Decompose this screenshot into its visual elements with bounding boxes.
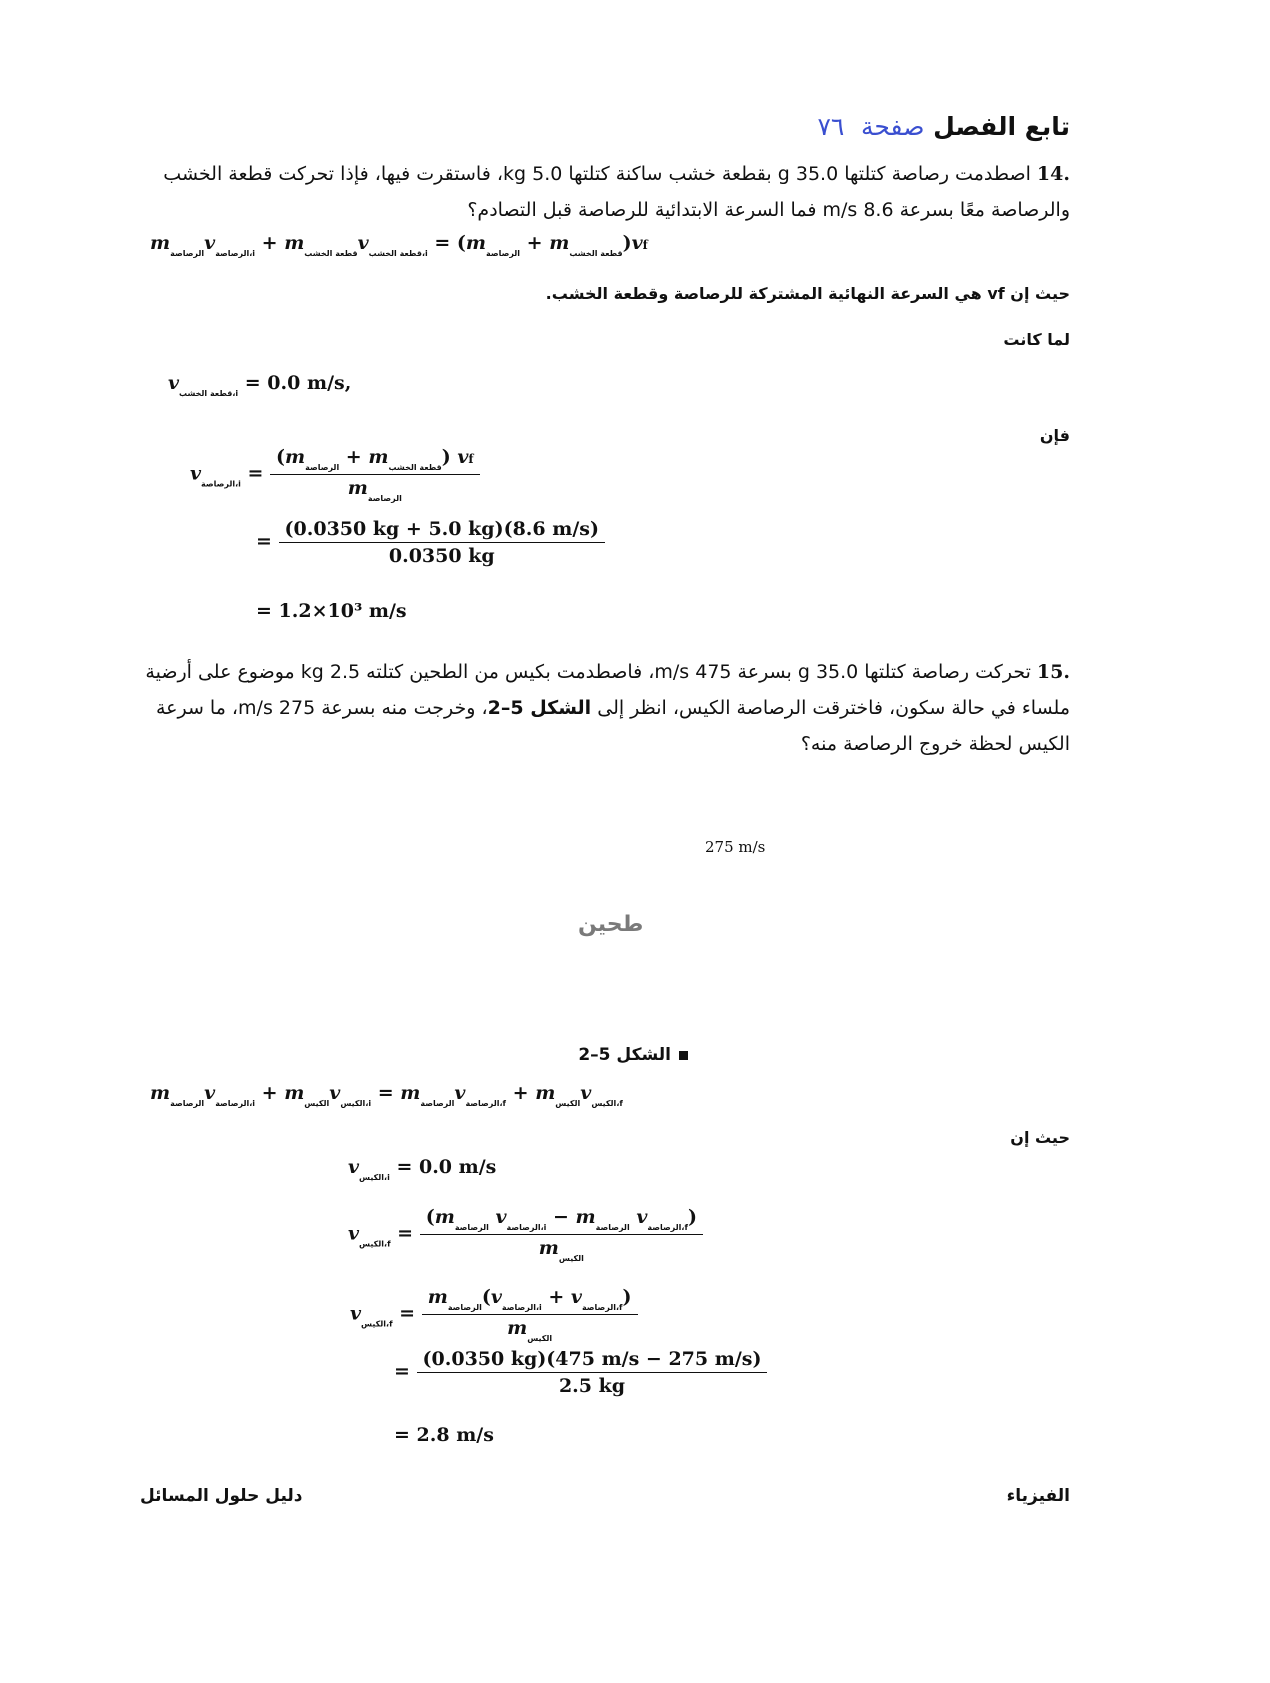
q14-then-label: فإن [1039, 426, 1070, 445]
sub-bullet: الرصاصة [595, 1223, 630, 1232]
q15-step2: $v_{الكيس،f}$ = $\frac{m_{الرصاصة}(v_{الرصاصة،i} + v_{الرصاصة،f})}{m_{الكيس}}$ [350, 1286, 638, 1343]
q14-initial-wood-velocity: $v_{قطعة الخشب،i} = 0.0$ m/s, [168, 372, 352, 398]
initial-bag-value: = 0.0 m/s [396, 1156, 497, 1178]
sub-bag-f: الكيس،f [359, 1239, 391, 1249]
footer-subject: الفيزياء [1006, 1486, 1070, 1506]
sub-bullet-f: الرصاصة،f [647, 1223, 688, 1232]
sub-wood: قطعة الخشب [304, 249, 358, 258]
sub-bullet-f: الرصاصة،f [465, 1099, 507, 1108]
q14-equation-momentum: $m_{الرصاصة}v_{الرصاصة،i} + m_{قطعة الخشب}v_{قطعة الخشب،i} = (m_{الرصاصة} + m_{قطعة الخشب})vf$ [150, 232, 648, 258]
sub-bullet-i: الرصاصة،i [506, 1223, 547, 1232]
sub-bag-f: الكيس،f [591, 1099, 623, 1108]
sub-bag-f: الكيس،f [361, 1319, 393, 1329]
sub-bullet-i: الرصاصة،i [501, 1303, 542, 1312]
q14-step1: $v_{الرصاصة،i}$ = $\frac{(m_{الرصاصة} + m_{قطعة الخشب}) vf}{m_{الرصاصة}}$ [190, 446, 480, 503]
sub-bullet: الرصاصة [367, 494, 402, 503]
sub-wood: قطعة الخشب [388, 463, 442, 472]
header-title: تابع الفصل [933, 112, 1070, 141]
sub-bullet: الرصاصة [170, 249, 205, 258]
question-15 [110, 654, 1070, 762]
sub-bag: الكيس [555, 1099, 581, 1108]
q14-where-text: حيث إن vf هي السرعة النهائية المشتركة للرصاصة وقطعة الخشب. [545, 284, 1070, 303]
sub-bullet: الرصاصة [305, 463, 340, 472]
q14-step2-numerator: (0.0350 kg + 5.0 kg)(8.6 m/s) [279, 518, 605, 543]
sub-bag-i: الكيس،i [340, 1099, 372, 1108]
q15-initial-bag-velocity: $v_{الكيس،i} = 0.0$ m/s [348, 1156, 497, 1182]
q14-step2: = $\frac{(0.0350 kg + 5.0 kg)(8.6 m/s)}{0.0350 kg}$ [256, 518, 605, 567]
q15-equation-momentum: $m_{الرصاصة}v_{الرصاصة،i} + m_{الكيس}v_{الكيس،i} = m_{الرصاصة}v_{الرصاصة،f} + m_{الكيس}v_{الكيس،f}$ [150, 1082, 623, 1108]
q14-step2-fraction [279, 518, 605, 567]
figure-caption-text: الشكل 5–2 [578, 1045, 671, 1065]
sub-bullet: الرصاصة [486, 249, 521, 258]
q15-step3-fraction [417, 1348, 768, 1397]
q15-step2-fraction: $\frac{m_{الرصاصة}(v_{الرصاصة،i} + v_{الرصاصة،f})}{m_{الكيس}}$ [422, 1286, 638, 1343]
q15-step3-denominator: 2.5 kg [558, 1375, 626, 1397]
question-15-number: .15 [1036, 661, 1070, 683]
header-page-number: ٧٦ [817, 112, 845, 141]
sub-bullet: الرصاصة [420, 1099, 455, 1108]
figure-caption [578, 1045, 688, 1065]
question-15-text-before: تحركت رصاصة كتلتها 35.0 g بسرعة 475 m/s، فاصطدمت بكيس من الطحين كتلته 2.5 kg موضوع على أرضية ملساء في حالة سكون، فاخترقت الرصاصة الكيس، انظر إلى [145, 661, 1070, 719]
sub-bullet: الرصاصة [454, 1223, 489, 1232]
initial-wood-value: = 0.0 m/s, [244, 372, 352, 394]
q14-step2-denominator: 0.0350 kg [388, 545, 495, 567]
q15-step3-numerator: (0.0350 kg)(475 m/s − 275 m/s) [417, 1348, 768, 1373]
q15-step1-fraction: $\frac{(m_{الرصاصة} v_{الرصاصة،i} - m_{الرصاصة} v_{الرصاصة،f})}{m_{الكيس}}$ [420, 1206, 703, 1263]
sub-wood-i: قطعة الخشب،i [179, 389, 239, 398]
sub-bullet-i: الرصاصة،i [215, 1099, 256, 1108]
figure-bag-label: طحين [578, 912, 644, 937]
sub-bullet: الرصاصة [447, 1303, 482, 1312]
question-15-text-after: ، وخرجت منه بسرعة 275 m/s، ما سرعة الكيس لحظة خروج الرصاصة منه؟ [155, 697, 1070, 755]
question-15-figure-ref: الشكل 5–2 [487, 697, 592, 719]
q14-result: = 1.2×10³ m/s [256, 600, 407, 622]
sub-bag: الكيس [304, 1099, 330, 1108]
sub-bag: الكيس [558, 1254, 584, 1263]
q15-step1: $v_{الكيس،f}$ = $\frac{(m_{الرصاصة} v_{الرصاصة،i} - m_{الرصاصة} v_{الرصاصة،f})}{m_{الكيس}}$ [348, 1206, 703, 1263]
sub-bag: الكيس [527, 1334, 553, 1343]
header-page-word: صفحة [861, 112, 925, 141]
sub-bag-i: الكيس،i [359, 1173, 390, 1182]
caption-marker-icon [679, 1051, 688, 1060]
question-14-text: اصطدمت رصاصة كتلتها 35.0 g بقطعة خشب ساكنة كتلتها 5.0 kg، فاستقرت فيها، فإذا تحركت قطعة الخشب والرصاصة معًا بسرعة 8.6 m/s فما السرعة الابتدائية للرصاصة قبل التصادم؟ [163, 163, 1070, 221]
q15-step3: = $\frac{(0.0350 kg)(475 m/s - 275 m/s)}{2.5 kg}$ [394, 1348, 767, 1397]
sub-bullet-i: الرصاصة،i [215, 249, 256, 258]
q15-where-label: حيث إن [1010, 1128, 1070, 1147]
question-14-number: .14 [1036, 163, 1070, 185]
q14-since-label: لما كانت [1003, 330, 1070, 349]
sub-bullet-i: الرصاصة،i [201, 479, 241, 489]
sub-wood: قطعة الخشب [569, 249, 623, 258]
figure-speed-label: 275 m/s [705, 838, 766, 856]
q15-result: = 2.8 m/s [394, 1424, 494, 1446]
question-14 [110, 156, 1070, 228]
sub-bullet-f: الرصاصة،f [581, 1303, 623, 1312]
page-header [817, 112, 1070, 141]
sub-bullet: الرصاصة [170, 1099, 205, 1108]
sub-wood-i: قطعة الخشب،i [368, 249, 428, 258]
footer-guide-title: دليل حلول المسائل [140, 1486, 303, 1506]
q14-step1-fraction: $\frac{(m_{الرصاصة} + m_{قطعة الخشب}) vf}{m_{الرصاصة}}$ [270, 446, 480, 503]
